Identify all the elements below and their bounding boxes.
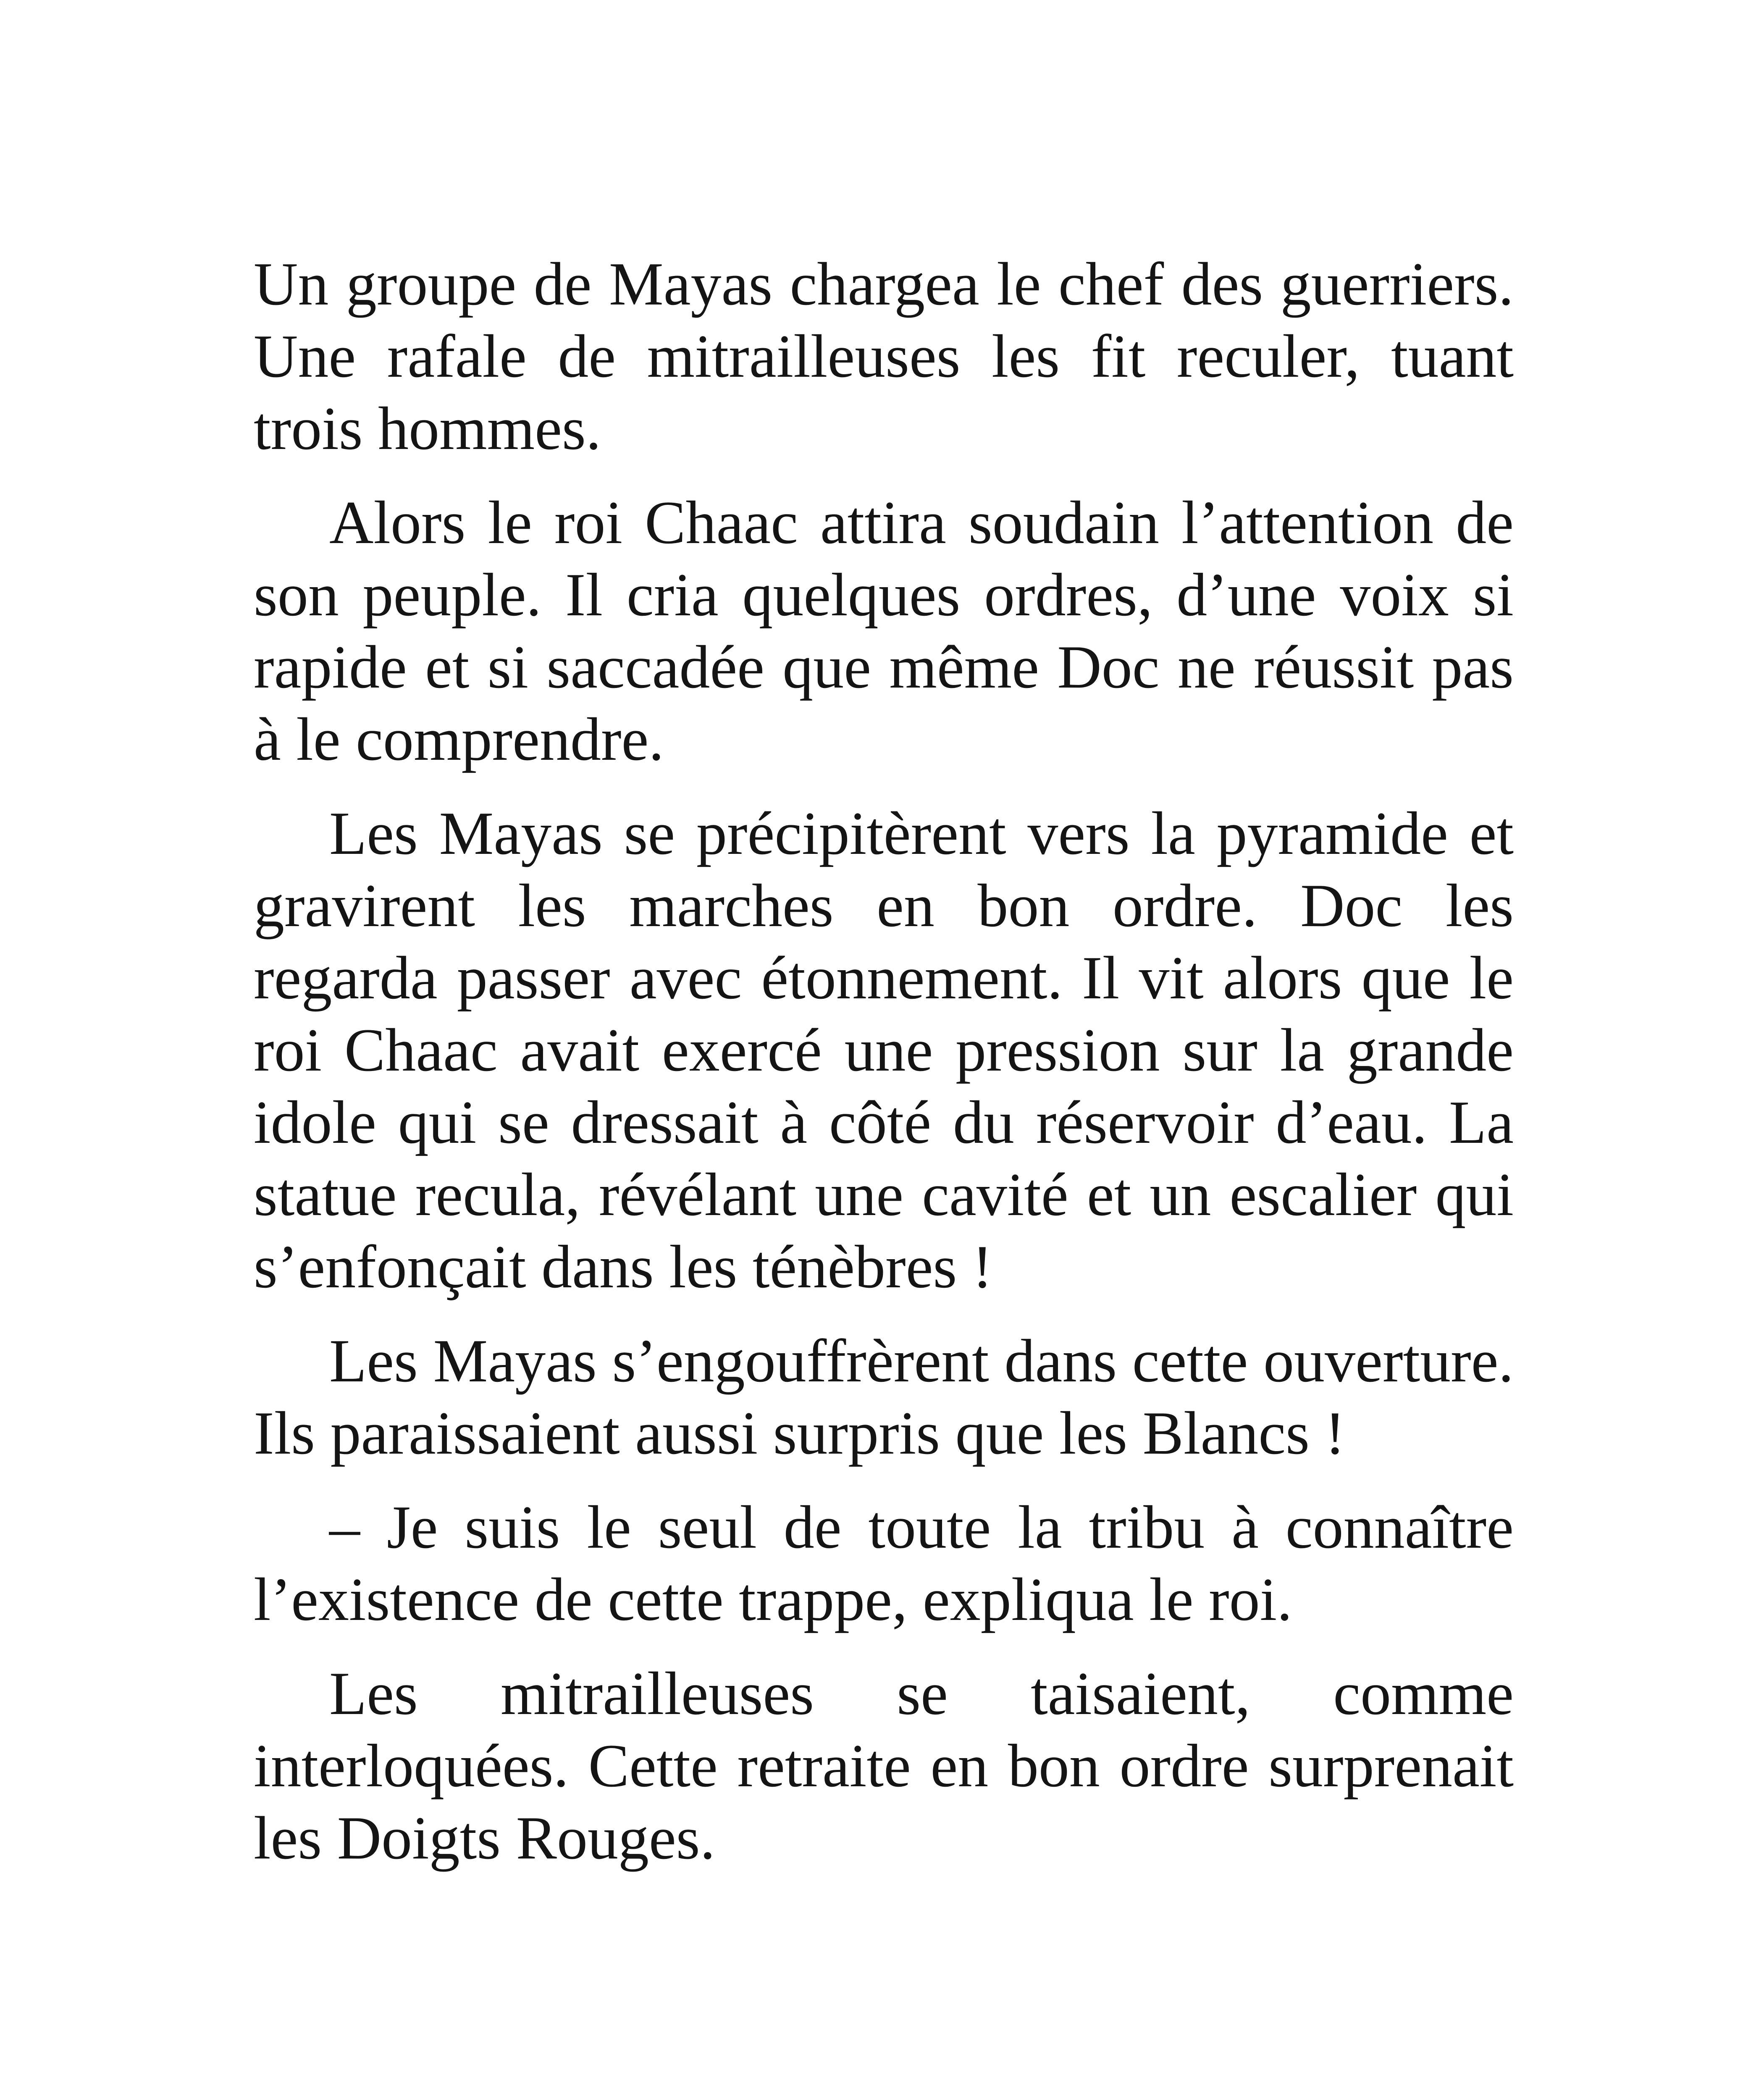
paragraph-5: – Je suis le seul de toute la tribu à connaître l’existence de cette trappe, expliqua le roi. <box>254 1493 1514 1633</box>
paragraph-3: Les Mayas se précipitèrent vers la pyramide et gravirent les marches en bon ordre. Doc les regarda passer avec étonnement. Il vit alors que le roi Chaac avait exercé une pression sur la grande idole qui se dressait à côté du réservoir d’eau. La statue recula, révélant une cavité et un escalier qui s’enfonçait dans les ténèbres ! <box>254 799 1514 1301</box>
body-text <box>254 248 1514 1896</box>
paragraph-6: Les mitrailleuses se taisaient, comme interloquées. Cette retraite en bon ordre surprenait les Doigts Rouges. <box>254 1659 1514 1872</box>
paragraph-2: Alors le roi Chaac attira soudain l’attention de son peuple. Il cria quelques ordres, d’une voix si rapide et si saccadée que même Doc ne réussit pas à le comprendre. <box>254 488 1514 773</box>
paragraph-1: Un groupe de Mayas chargea le chef des guerriers. Une rafale de mitrailleuses les fit reculer, tuant trois hommes. <box>254 250 1514 462</box>
paragraph-4: Les Mayas s’engouffrèrent dans cette ouverture. Ils paraissaient aussi surpris que les Blancs ! <box>254 1327 1514 1467</box>
